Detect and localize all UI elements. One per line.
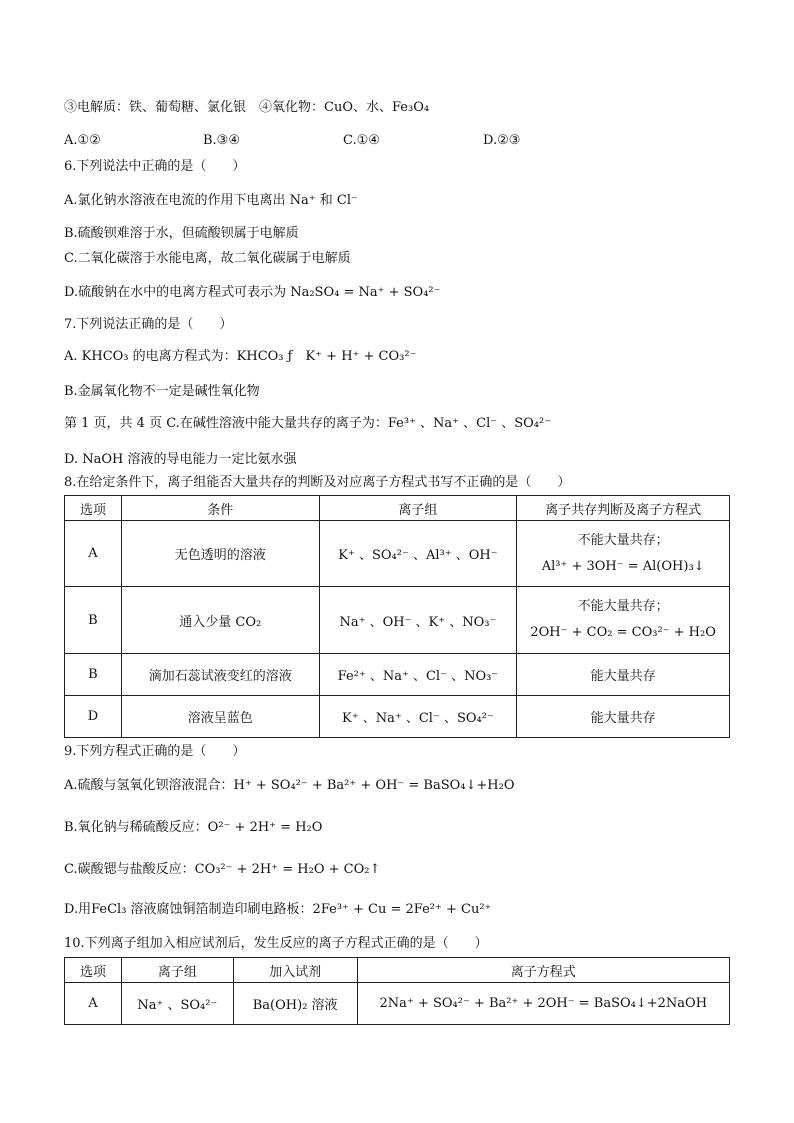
q8-row-option: A [65,521,122,587]
table-row [65,521,730,587]
q6-option-c: C.二氧化碳溶于水能电离，故二氧化碳属于电解质 [64,251,351,266]
q7-option-b: B.金属氧化物不一定是碱性氧化物 [64,384,260,399]
q8-row-judgement [517,521,730,587]
q6-option-b: B.硫酸钡难溶于水，但硫酸钡属于电解质 [64,226,299,241]
q6-option-a: A.氯化钠水溶液在电流的作用下电离出 Na⁺ 和 Cl⁻ [64,193,358,208]
q8-row-option: D [65,696,122,738]
q8-header-judgement: 离子共存判断及离子方程式 [517,496,730,521]
q10-row-ions: Na⁺ 、SO₄²⁻ [121,983,233,1025]
q7-option-c-with-page-footer: 第 1 页，共 4 页 C.在碱性溶液中能大量共存的离子为：Fe³⁺ 、Na⁺ 、Cl⁻ 、SO₄²⁻ [64,416,552,431]
q5-item-line: ③电解质：铁、葡萄糖、氯化银 ④氧化物：CuO、水、Fe₃O₄ [64,100,430,115]
q8-table [64,495,730,738]
q8-row-ions: K⁺ 、Na⁺ 、Cl⁻ 、SO₄²⁻ [319,696,517,738]
q8-row-option: B [65,654,122,696]
q7-option-a: A. KHCO₃ 的电离方程式为：KHCO₃ ƒ K⁺ + H⁺ + CO₃²⁻ [64,349,417,364]
question-6: 6.下列说法中正确的是（ ） [64,159,246,174]
q10-table [64,957,730,1025]
q10-row-equation: 2Na⁺ + SO₄²⁻ + Ba²⁺ + 2OH⁻ = BaSO₄↓+2NaOH [357,983,729,1025]
q8-table-header-row [65,496,730,521]
q8-row-ions: Na⁺ 、OH⁻ 、K⁺ 、NO₃⁻ [319,587,517,654]
question-9: 9.下列方程式正确的是（ ） [64,744,246,759]
q10-header-ions: 离子组 [121,958,233,983]
q9-option-d: D.用FeCl₃ 溶液腐蚀铜箔制造印刷电路板：2Fe³⁺ + Cu = 2Fe²⁺ + Cu²⁺ [64,902,492,917]
q8-header-ions: 离子组 [319,496,517,521]
q10-row-option: A [65,983,122,1025]
table-row [65,696,730,738]
q10-header-reagent: 加入试剂 [233,958,357,983]
q8-judgement-line: 不能大量共存； [577,532,669,548]
q10-table-header-row [65,958,730,983]
q8-row-judgement: 能大量共存 [517,696,730,738]
q5-option-a: A.①② [64,133,101,148]
table-row [65,587,730,654]
q9-option-c: C.碳酸锶与盐酸反应：CO₃²⁻ + 2H⁺ = H₂O + CO₂↑ [64,862,381,877]
q8-row-condition: 滴加石蕊试液变红的溶液 [121,654,319,696]
q8-row-judgement: 能大量共存 [517,654,730,696]
q8-header-option: 选项 [65,496,122,521]
q6-option-d: D.硫酸钠在水中的电离方程式可表示为 Na₂SO₄ = Na⁺ + SO₄²⁻ [64,285,441,300]
table-row [65,983,730,1025]
question-7: 7.下列说法正确的是（ ） [64,317,233,332]
question-8: 8.在给定条件下，离子组能否大量共存的判断及对应离子方程式书写不正确的是（ ） [64,475,571,490]
q9-option-a: A.硫酸与氢氧化钡溶液混合：H⁺ + SO₄²⁻ + Ba²⁺ + OH⁻ = BaSO₄↓+H₂O [64,778,515,793]
q8-row-condition: 溶液呈蓝色 [121,696,319,738]
q8-row-ions: Fe²⁺ 、Na⁺ 、Cl⁻ 、NO₃⁻ [319,654,517,696]
table-row [65,654,730,696]
q8-judgement-line: 不能大量共存； [577,599,669,614]
q5-option-b: B.③④ [203,133,240,148]
q8-judgement-equation: 2OH⁻ + CO₂ = CO₃²⁻ + H₂O [530,625,716,640]
q8-row-option: B [65,587,122,654]
q9-option-b: B.氧化钠与稀硫酸反应：O²⁻ + 2H⁺ = H₂O [64,820,323,835]
question-10: 10.下列离子组加入相应试剂后，发生反应的离子方程式正确的是（ ） [64,936,488,951]
q8-row-condition: 无色透明的溶液 [121,521,319,587]
q8-row-ions: K⁺ 、SO₄²⁻ 、Al³⁺ 、OH⁻ [319,521,517,587]
q8-row-judgement [517,587,730,654]
q10-header-option: 选项 [65,958,122,983]
q8-judgement-equation: Al³⁺ + 3OH⁻ = Al(OH)₃↓ [541,558,705,574]
q5-option-d: D.②③ [483,133,521,148]
q5-option-c: C.①④ [343,133,380,148]
q7-option-d: D. NaOH 溶液的导电能力一定比氨水强 [64,452,297,467]
q10-row-reagent: Ba(OH)₂ 溶液 [233,983,357,1025]
q8-row-condition: 通入少量 CO₂ [121,587,319,654]
q8-header-condition: 条件 [121,496,319,521]
q10-header-equation: 离子方程式 [357,958,729,983]
